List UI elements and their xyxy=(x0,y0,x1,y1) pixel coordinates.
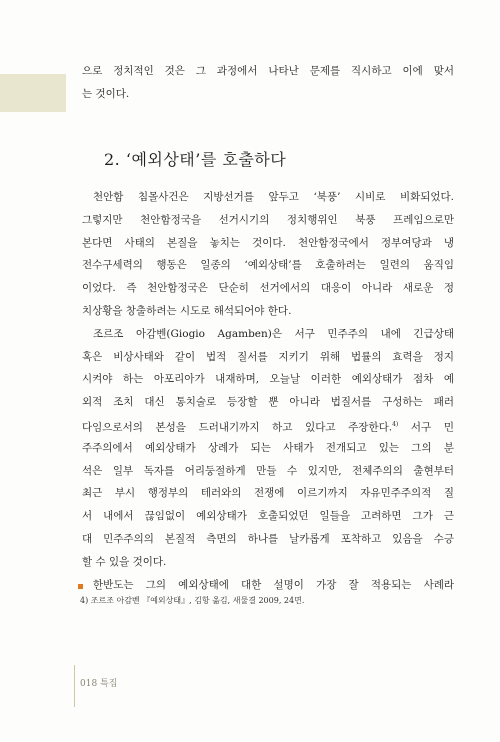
top-paragraph xyxy=(82,60,454,106)
text-line: 석은 일부 독자를 어리둥절하게 만들 수 있지만, 전체주의의 출현부터 xyxy=(82,464,454,477)
body-text xyxy=(82,186,454,596)
text-line: 혹은 비상사태와 같이 법적 질서를 지키기 위해 법률의 효력을 정지 xyxy=(82,350,454,363)
text-line: 그렇지만 천안함정국을 선거시기의 정치행위인 북풍 프레임으로만 xyxy=(82,213,454,226)
text-line: 할 수 있을 것이다. xyxy=(82,555,167,568)
text-line: 최근 부시 행정부의 테러와의 전쟁에 이르기까지 자유민주주의적 질 xyxy=(82,487,454,500)
text-line: 는 것이다. xyxy=(82,87,130,100)
text-line: 외적 조치 대신 통치술로 등장할 뿐 아니라 법질서를 구성하는 패러 xyxy=(82,396,454,409)
text-line: 천안함 침몰사건은 지방선거를 앞두고 ‘북풍’ 시비로 비화되었다. xyxy=(93,191,454,203)
margin-color-band xyxy=(0,74,66,112)
folio-divider xyxy=(74,665,75,707)
text-line: 시켜야 하는 아포리아가 내재하며, 오늘날 이러한 예외상태가 점차 예 xyxy=(82,373,454,386)
footnote: 4) 조르조 아감벤 『예외상태』, 김항 옮김, 새물결 2009, 24면. xyxy=(80,596,305,605)
text-line: 본다면 사태의 본질을 놓치는 것이다. 천안함정국에서 정부여당과 냉 xyxy=(82,236,454,249)
text-line: 치상황을 창출하려는 시도로 해석되어야 한다. xyxy=(82,304,292,317)
text-line: 한반도는 그의 예외상태에 대한 설명이 가장 잘 적용되는 사례라 xyxy=(93,578,454,591)
page-number: 018 특집 xyxy=(80,679,118,689)
text-line: 조르조 아감벤(Giogio Agamben)은 서구 민주주의 내에 긴급상태 xyxy=(93,327,454,340)
text-segment: 서구 민 xyxy=(398,421,454,434)
section-heading: 2. ‘예외상태’를 호출하다 xyxy=(104,150,287,169)
text-line: 대 민주주의의 본질적 측면의 하나를 날카롭게 포착하고 있음을 수긍 xyxy=(82,532,454,545)
text-line-with-footnote-ref xyxy=(82,414,454,437)
text-line: 전수구세력의 행동은 일종의 ‘예외상태’를 호출하려는 일련의 움직임 xyxy=(82,259,454,272)
text-line: 으로 정치적인 것은 그 과정에서 나타난 문제를 직시하고 이에 맞서 xyxy=(82,65,454,77)
text-line: 이었다. 즉 천안함정국은 단순히 선거에서의 대응이 아니라 새로운 정 xyxy=(82,282,454,295)
text-segment: 다임으로서의 본성을 드러내기까지 하고 있다고 주장한다. xyxy=(82,421,393,434)
footnote-reference[interactable]: 4) xyxy=(392,420,399,428)
text-line: 주주의에서 예외상태가 상례가 되는 사태가 전개되고 있는 그의 분 xyxy=(82,441,454,454)
footnote-marker xyxy=(78,584,83,589)
text-line: 서 내에서 끊임없이 예외상태가 호출되었던 일들을 고려하면 그가 근 xyxy=(82,510,454,523)
